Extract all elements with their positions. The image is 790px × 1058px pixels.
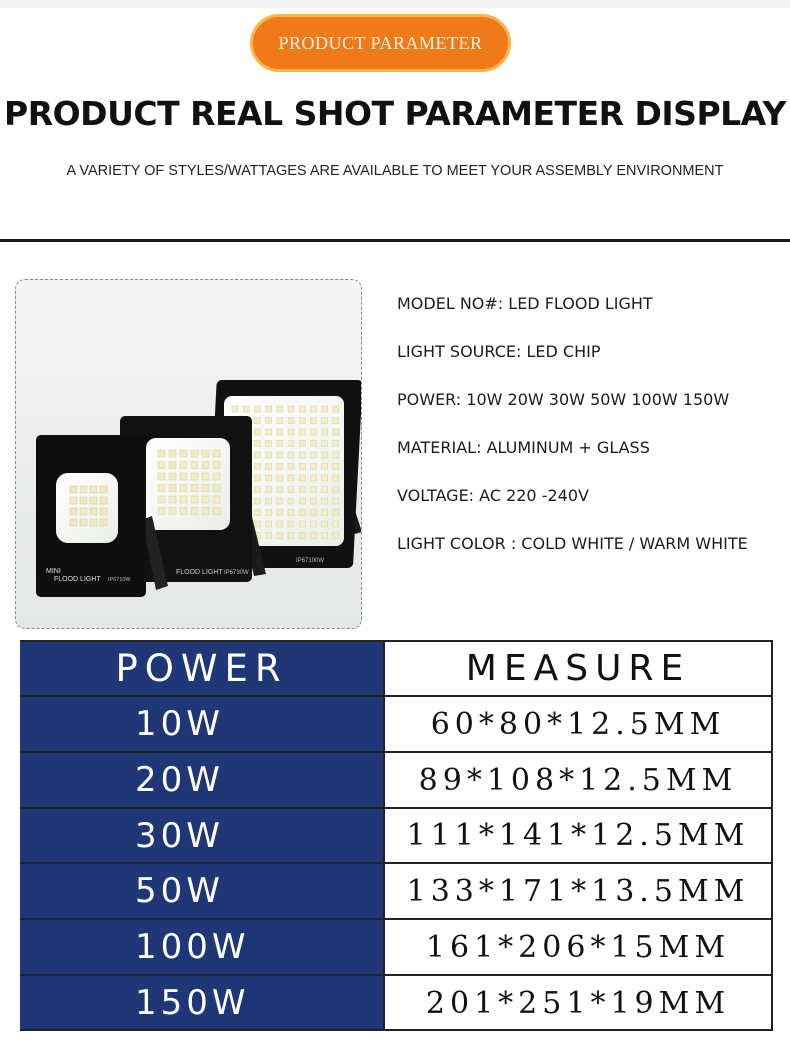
table-row-measure [383,752,773,808]
small-lamp-tag: MINI [46,568,61,575]
led-chip [310,487,316,493]
led-chip [333,441,339,447]
led-chip [322,429,328,435]
led-chip [288,533,294,539]
header-measure: MEASURE [465,647,691,689]
led-chip [191,485,198,492]
led-chip [158,473,165,480]
top-strip [0,0,790,8]
led-chip [299,533,305,539]
led-chip [266,475,272,481]
led-chip [191,450,198,457]
spec-light-color: LIGHT COLOR : COLD WHITE / WARM WHITE [397,534,748,553]
table-row-power [20,975,383,1031]
led-chip [100,508,107,515]
table-row-measure [383,696,773,752]
led-chip [266,510,272,516]
spec-material: MATERIAL: ALUMINUM + GLASS [397,438,650,457]
led-chip [213,508,220,515]
led-chip [169,450,176,457]
led-chip [277,521,283,527]
led-chip [299,487,305,493]
header-power-cell [20,640,383,696]
led-chip [169,485,176,492]
led-chip [322,521,328,527]
table-border-bottom [20,1029,773,1031]
header-power: POWER [115,646,288,690]
led-chip [299,429,305,435]
led-chip [288,475,294,481]
led-chip [254,464,260,470]
led-chip [277,452,283,458]
led-chip [322,510,328,516]
led-chip [299,510,305,516]
led-chip [266,452,272,458]
led-chip [266,441,272,447]
led-chip [169,462,176,469]
spec-model: MODEL NO#: LED FLOOD LIGHT [397,294,653,313]
led-chip [288,510,294,516]
header-measure-cell [383,640,773,696]
led-chip [310,452,316,458]
led-chip [333,452,339,458]
measure-value: 161*206*15MM [425,929,731,965]
spec-power: POWER: 10W 20W 30W 50W 100W 150W [397,390,730,409]
measure-value: 133*171*13.5MM [406,873,750,909]
led-chip [80,519,87,526]
led-chip [213,450,220,457]
led-chip [266,533,272,539]
led-chip [277,464,283,470]
led-chip [254,418,260,424]
led-chip [266,406,272,412]
led-chip [180,508,187,515]
led-chip [299,441,305,447]
led-chip [299,464,305,470]
led-chip [90,508,97,515]
led-chip [158,462,165,469]
led-chip [100,486,107,493]
table-border-top [20,640,773,642]
small-lamp-badge: IP6710W [108,577,131,583]
led-chip [266,429,272,435]
led-chip [333,533,339,539]
led-chip [322,533,328,539]
led-chip [299,498,305,504]
led-chip [202,462,209,469]
led-chip [213,462,220,469]
led-chip [191,496,198,503]
led-chip [213,473,220,480]
led-chip [80,497,87,504]
led-chip [322,498,328,504]
led-chip [277,429,283,435]
table-divider [20,751,773,753]
led-chip [277,533,283,539]
led-chip [310,521,316,527]
table-divider [20,974,773,976]
table-row-power [20,863,383,919]
measure-value: 201*251*19MM [425,985,731,1021]
led-chip [158,508,165,515]
divider [0,239,790,242]
table-divider [20,695,773,697]
power-value: 150W [135,983,250,1023]
led-chip [310,475,316,481]
led-chip [191,462,198,469]
large-lamp-badge: IP67100W [296,558,325,564]
small-lamp-label: FLOOD LIGHT [54,576,101,583]
led-chip [191,473,198,480]
measure-value: 111*141*12.5MM [406,818,750,853]
led-chip [277,418,283,424]
led-chip [202,508,209,515]
led-chip [169,473,176,480]
led-chip [333,464,339,470]
led-chip [333,406,339,412]
power-value: 100W [135,927,250,967]
table-row-measure [383,975,773,1031]
led-chip [202,473,209,480]
led-chip [100,497,107,504]
power-measure-table [20,640,773,1031]
medium-lamp-badge: IP6730W [224,570,249,576]
led-chip [333,475,339,481]
led-chip [322,464,328,470]
led-chip [310,533,316,539]
power-value: 10W [135,704,224,744]
led-chip [288,406,294,412]
led-chip [90,486,97,493]
measure-value: 60*80*12.5MM [430,706,726,742]
led-chip [266,521,272,527]
led-chip [288,498,294,504]
spec-voltage: VOLTAGE: AC 220 -240V [397,486,589,505]
led-chip [333,498,339,504]
table-row-measure [383,919,773,975]
led-chip [254,406,260,412]
led-chip [310,418,316,424]
led-chip [70,486,77,493]
measure-value: 89*108*12.5MM [418,762,738,798]
badge-label: PRODUCT PARAMETER [278,32,483,53]
led-chip [322,475,328,481]
medium-lamp-label: FLOOD LIGHT [176,569,223,576]
page-subtitle: A VARIETY OF STYLES/WATTAGES ARE AVAILABLE TO MEET YOUR ASSEMBLY ENVIRONMENT [66,163,724,179]
led-chip [158,496,165,503]
product-photo [15,279,362,629]
led-chip [254,487,260,493]
led-chip [288,418,294,424]
led-chip [310,429,316,435]
table-row-power [20,752,383,808]
led-chip [277,441,283,447]
power-value: 50W [135,871,224,911]
led-chip [288,521,294,527]
led-chip [333,521,339,527]
led-chip [243,406,249,412]
led-chip [310,510,316,516]
led-chip [277,487,283,493]
led-chip [213,496,220,503]
led-chip [254,521,260,527]
led-chip [80,508,87,515]
power-value: 30W [135,815,224,856]
table-row-power [20,696,383,752]
led-chip [70,519,77,526]
led-chip [277,510,283,516]
table-divider [20,918,773,920]
led-chip [90,497,97,504]
led-chip [70,508,77,515]
led-chip [266,487,272,493]
led-chip [288,452,294,458]
led-chip [288,429,294,435]
led-chip [169,508,176,515]
table-row-power [20,919,383,975]
led-chip [299,475,305,481]
led-chip [333,418,339,424]
led-chip [299,406,305,412]
led-chip [254,510,260,516]
led-chip [322,406,328,412]
led-chip [180,473,187,480]
led-chip [310,498,316,504]
led-chip [213,485,220,492]
led-chip [180,496,187,503]
led-chip [202,485,209,492]
table-divider [20,862,773,864]
led-chip [277,475,283,481]
spec-list [397,292,787,580]
led-chip [322,441,328,447]
led-chip [299,452,305,458]
spec-light-source: LIGHT SOURCE: LED CHIP [397,342,601,361]
product-parameter-badge [250,14,511,72]
page-title: PRODUCT REAL SHOT PARAMETER DISPLAY [4,94,786,133]
table-row-measure [383,808,773,863]
led-chip [254,441,260,447]
led-chip [266,498,272,504]
table-divider [20,807,773,809]
led-chip [277,498,283,504]
led-chip [232,406,238,412]
led-chip [333,487,339,493]
led-chip [288,487,294,493]
led-chip [191,508,198,515]
led-chip [80,486,87,493]
led-chip [322,487,328,493]
led-chip [180,462,187,469]
table-row-power [20,808,383,863]
led-chip [322,418,328,424]
led-chip [254,475,260,481]
power-value: 20W [135,760,224,800]
led-chip [299,521,305,527]
led-chip [310,406,316,412]
led-chip [288,441,294,447]
led-chip [70,497,77,504]
led-chip [158,450,165,457]
led-chip [266,418,272,424]
flood-lights-illustration [16,280,362,629]
led-chip [277,406,283,412]
led-chip [169,496,176,503]
led-chip [90,519,97,526]
led-chip [180,450,187,457]
table-row-measure [383,863,773,919]
led-chip [310,464,316,470]
led-chip [180,485,187,492]
led-chip [266,464,272,470]
led-chip [288,464,294,470]
led-chip [322,452,328,458]
led-chip [158,485,165,492]
led-chip [254,498,260,504]
led-chip [202,450,209,457]
led-chip [333,429,339,435]
led-chip [202,496,209,503]
led-chip [310,441,316,447]
led-chip [100,519,107,526]
led-chip [333,510,339,516]
led-chip [254,452,260,458]
led-chip [299,418,305,424]
led-chip [254,429,260,435]
